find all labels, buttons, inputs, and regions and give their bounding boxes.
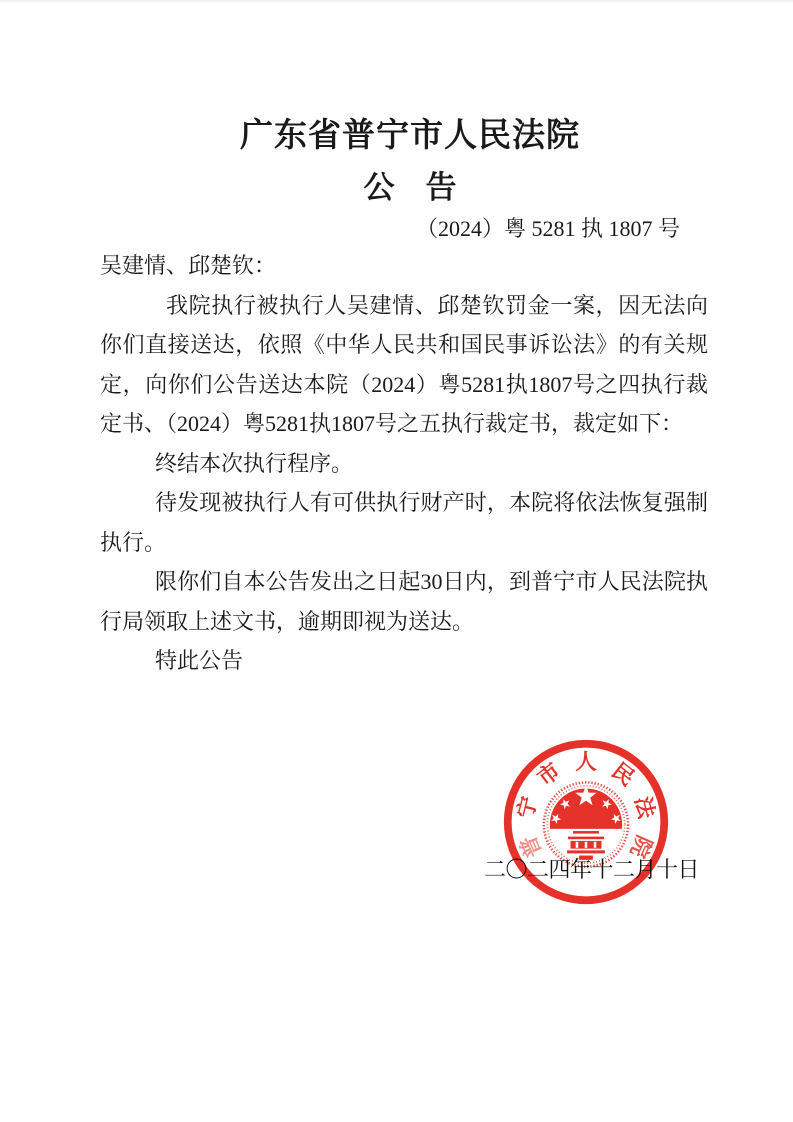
seal-char: 市	[533, 758, 565, 791]
paragraph: 限你们自本公告发出之日起30日内，到普宁市人民法院执行局领取上述文书，逾期即视为送达。	[100, 569, 708, 634]
issue-date: 二〇二四年十二月十日	[484, 857, 700, 882]
seal-char: 人	[575, 749, 597, 774]
paragraph: 待发现被执行人有可供执行财产时，本院将依法恢复强制执行。	[100, 490, 708, 555]
paragraph: 终结本次执行程序。	[155, 450, 354, 476]
paragraph: 我院执行被执行人吴建情、邱楚钦罚金一案，因无法向你们直接送达，依照《中华人民共和国民事诉讼法》的有关规定，向你们公告送达本院（2024）粤5281执1807号之四执行裁定书、（2024）粤5281执1807号之五执行裁定书，裁定如下：	[100, 292, 708, 436]
notice-title: 公 告	[363, 170, 457, 205]
court-name-title: 广东省普宁市人民法院	[240, 118, 580, 154]
page-top-edge	[0, 0, 793, 2]
seal-char: 普	[515, 831, 547, 862]
case-number: （2024）粤 5281 执 1807 号	[415, 216, 680, 241]
closing-line: 特此公告	[155, 648, 244, 673]
seal-char: 宁	[513, 794, 542, 821]
notice-body	[100, 246, 708, 681]
addressee-line: 吴建情、邱楚钦：	[100, 253, 277, 278]
seal-char: 法	[630, 794, 659, 821]
seal-char: 院	[625, 831, 657, 862]
seal-char: 民	[607, 758, 639, 791]
